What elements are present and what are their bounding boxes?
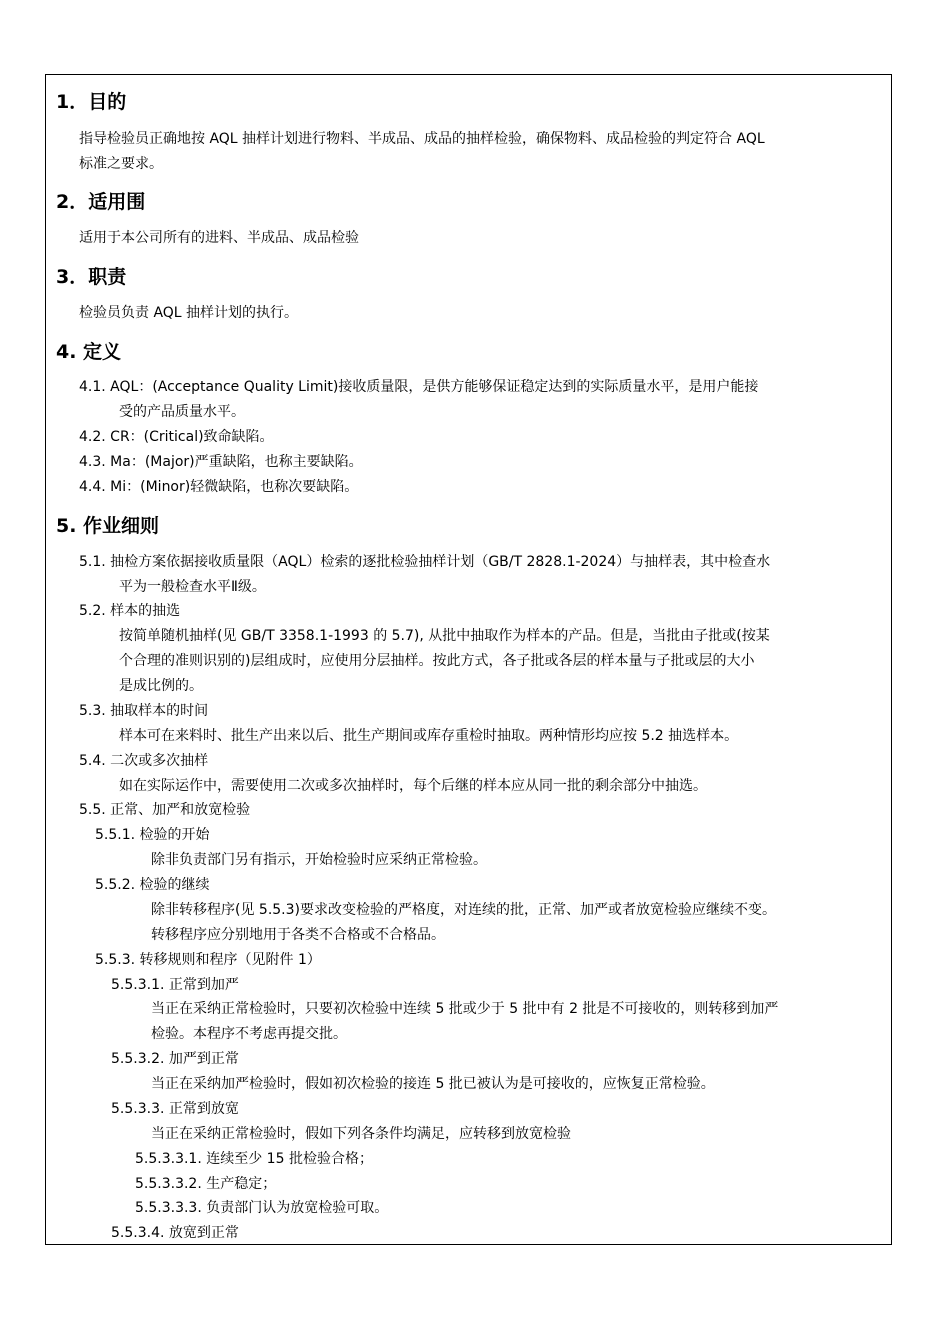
paragraph-line: 适用于本公司所有的进料、半成品、成品检验 <box>79 230 359 246</box>
definition-line: 4.2. CR：(Critical)致命缺陷。 <box>79 429 274 445</box>
procedure-line: 5.5.3. 转移规则和程序（见附件 1） <box>95 952 321 968</box>
procedure-line: 5.5.3.1. 正常到加严 <box>111 977 239 993</box>
procedure-line: 5.3. 抽取样本的时间 <box>79 703 209 719</box>
procedure-line: 如在实际运作中，需要使用二次或多次抽样时，每个后继的样本应从同一批的剩余部分中抽选。 <box>119 778 707 794</box>
procedure-line: 当正在采纳正常检验时，只要初次检验中连续 5 批或少于 5 批中有 2 批是不可接收的，则转移到加严 <box>151 1001 779 1017</box>
document-frame <box>45 74 892 1245</box>
section-4-heading: 4. 定义 <box>56 341 122 363</box>
section-2-heading: 2．适用围 <box>56 191 146 213</box>
definition-line: 受的产品质量水平。 <box>119 404 245 420</box>
procedure-line: 除非负责部门另有指示，开始检验时应采纳正常检验。 <box>151 852 487 868</box>
procedure-line: 是成比例的。 <box>119 678 203 694</box>
definition-line: 4.4. Mi：(Minor)轻微缺陷，也称次要缺陷。 <box>79 479 359 495</box>
section-5-heading: 5. 作业细则 <box>56 515 160 537</box>
procedure-line: 样本可在来料时、批生产出来以后、批生产期间或库存重检时抽取。两种情形均应按 5.2 抽选样本。 <box>119 728 739 744</box>
definition-line: 4.3. Ma：(Major)严重缺陷，也称主要缺陷。 <box>79 454 363 470</box>
paragraph-line: 标准之要求。 <box>79 156 163 172</box>
section-1-heading: 1．目的 <box>56 91 127 113</box>
paragraph-line: 检验员负责 AQL 抽样计划的执行。 <box>79 305 299 321</box>
procedure-line: 5.5. 正常、加严和放宽检验 <box>79 802 251 818</box>
section-3-heading: 3．职责 <box>56 266 127 288</box>
procedure-line: 5.5.2. 检验的继续 <box>95 877 210 893</box>
procedure-line: 5.5.1. 检验的开始 <box>95 827 210 843</box>
procedure-line: 检验。本程序不考虑再提交批。 <box>151 1026 347 1042</box>
procedure-line: 5.5.3.4. 放宽到正常 <box>111 1225 239 1241</box>
procedure-line: 当正在采纳正常检验时，假如下列各条件均满足，应转移到放宽检验 <box>151 1126 571 1142</box>
procedure-line: 5.2. 样本的抽选 <box>79 603 181 619</box>
procedure-line: 5.1. 抽检方案依据接收质量限（AQL）检索的逐批检验抽样计划（GB/T 2828.1-2024）与抽样表，其中检查水 <box>79 554 771 570</box>
procedure-line: 5.5.3.3.1. 连续至少 15 批检验合格； <box>135 1151 373 1167</box>
procedure-line: 除非转移程序(见 5.5.3)要求改变检验的严格度，对连续的批，正常、加严或者放宽检验应继续不变。 <box>151 902 776 918</box>
procedure-line: 当正在采纳加严检验时，假如初次检验的接连 5 批已被认为是可接收的，应恢复正常检验。 <box>151 1076 715 1092</box>
procedure-line: 5.5.3.3. 正常到放宽 <box>111 1101 239 1117</box>
procedure-line: 5.5.3.2. 加严到正常 <box>111 1051 239 1067</box>
procedure-line: 转移程序应分别地用于各类不合格或不合格品。 <box>151 927 445 943</box>
procedure-line: 按简单随机抽样(见 GB/T 3358.1-1993 的 5.7), 从批中抽取作为样本的产品。但是，当批由子批或(按某 <box>119 628 770 644</box>
procedure-line: 个合理的准则识别的)层组成时，应使用分层抽样。按此方式，各子批或各层的样本量与子批或层的大小 <box>119 653 755 669</box>
procedure-line: 平为一般检查水平Ⅱ级。 <box>119 579 266 595</box>
definition-line: 4.1. AQL：(Acceptance Quality Limit)接收质量限，是供方能够保证稳定达到的实际质量水平，是用户能接 <box>79 379 759 395</box>
procedure-line: 5.5.3.3.2. 生产稳定； <box>135 1176 277 1192</box>
paragraph-line: 指导检验员正确地按 AQL 抽样计划进行物料、半成品、成品的抽样检验，确保物料、成品检验的判定符合 AQL <box>79 131 765 147</box>
procedure-line: 5.4. 二次或多次抽样 <box>79 753 209 769</box>
procedure-line: 5.5.3.3.3. 负责部门认为放宽检验可取。 <box>135 1200 389 1216</box>
